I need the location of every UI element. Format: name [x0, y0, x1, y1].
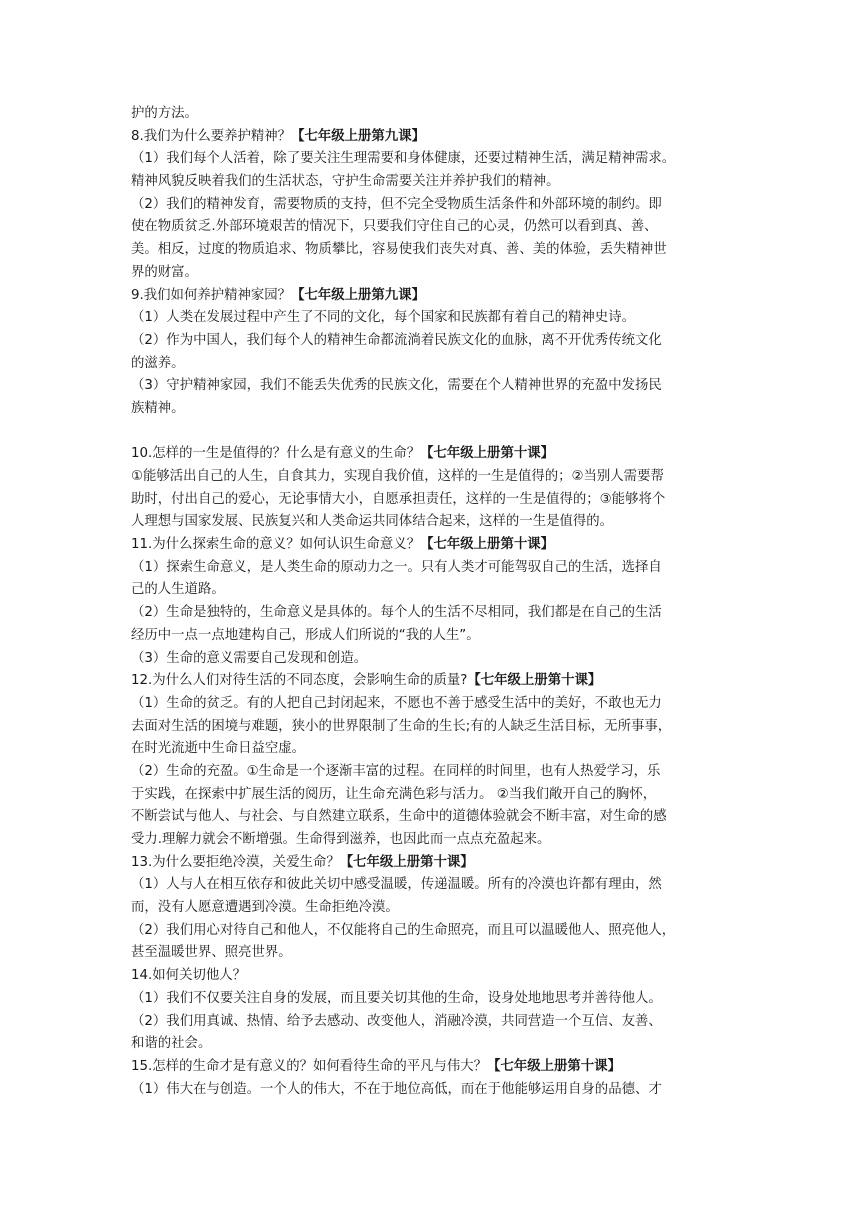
- text-line: 精神风貌反映着我们的生活状态，守护生命需要关注并养护我们的精神。: [131, 174, 560, 190]
- question-text: 10.怎样的一生是值得的？什么是有意义的生命？: [131, 446, 421, 462]
- text-line: 受力.理解力就会不断增强。生命得到滋养，也因此而一点点充盈起来。: [131, 832, 551, 847]
- question-text: 13.为什么要拒绝冷漠，关爱生命？: [131, 854, 340, 870]
- text-line: 护的方法。: [131, 106, 198, 121]
- text-line: （2）我们用心对待自己和他人，不仅能将自己的生命照亮，而且可以温暖他人、照亮他人，: [131, 922, 676, 938]
- text-line: 甚至温暖世界、照亮世界。: [131, 945, 292, 961]
- text-line: （2）生命的充盈。①生命是一个逐渐丰富的过程。在同样的时间里，也有人热爱学习，乐: [131, 763, 661, 779]
- text-line: 不断尝试与他人、与社会、与自然建立联系，生命中的道德体验就会不断丰富，对生命的感: [131, 809, 667, 825]
- text-line: ①能够活出自己的人生，自食其力，实现自我价值，这样的一生是值得的；②当别人需要帮: [131, 469, 664, 484]
- question-heading-11: [131, 534, 731, 557]
- text-line: 美。相反，过度的物质追求、物质攀比，容易使我们丧失对真、善、美的体验，丢失精神世: [131, 242, 667, 258]
- text-line: （3）守护精神家园，我们不能丢失优秀的民族文化，需要在个人精神世界的充盈中发扬民: [131, 378, 662, 394]
- question-heading-14: 14.如何关切他人？: [131, 968, 247, 984]
- text-line: （1）生命的贫乏。有的人把自己封闭起来，不愿也不善于感受生活中的美好，不敢也无力: [131, 695, 662, 711]
- text-line: 去面对生活的困境与难题，狭小的世界限制了生命的生长;有的人缺乏生活目标，无所事事，: [131, 718, 672, 734]
- question-heading-9: [131, 285, 731, 308]
- text-line: （2）作为中国人，我们每个人的精神生命都流淌着民族文化的血脉，离不开优秀传统文化: [131, 332, 662, 348]
- text-line: 助时，付出自己的爱心，无论事情大小，自愿承担责任，这样的一生是值得的；③能够将个: [131, 491, 666, 507]
- text-line: 经历中一点一点地建构自己，形成人们所说的“我的人生”。: [131, 627, 480, 643]
- text-line: （1）探索生命意义，是人类生命的原动力之一。只有人类才可能驾驭自己的生活，选择自: [131, 559, 662, 575]
- text-line: 族精神。: [131, 400, 185, 416]
- lesson-tag: 【七年级上册第九课】: [291, 128, 425, 144]
- question-heading-15: [131, 1056, 731, 1079]
- question-text: 15.怎样的生命才是有意义的？如何看待生命的平凡与伟大？: [131, 1058, 488, 1074]
- text-line: 己的人生道路。: [131, 582, 225, 598]
- question-text: 9.我们如何养护精神家园？: [131, 287, 292, 303]
- lesson-tag: 【七年级上册第十课】: [487, 1058, 621, 1074]
- lesson-tag: 【七年级上册第十课】: [339, 854, 474, 870]
- text-line: （1）伟大在与创造。一个人的伟大，不在于地位高低，而在于他能够运用自身的品德、才: [131, 1081, 662, 1097]
- text-line: 使在物质贫乏.外部环境艰苦的情况下，只要我们守住自己的心灵，仍然可以看到真、善、: [131, 219, 658, 235]
- text-line: （2）我们用真诚、热情、给予去感动、改变他人，消融冷漠，共同营造一个互信、友善、: [131, 1013, 662, 1029]
- lesson-tag: 【七年级上册第十课】: [467, 673, 602, 689]
- question-heading-10: [131, 443, 731, 466]
- text-line: （1）人与人在相互依存和彼此关切中感受温暖，传递温暖。所有的冷漠也许都有理由，然: [131, 877, 662, 893]
- question-text: 12.为什么人们对待生活的不同态度，会影响生命的质量?: [131, 673, 468, 689]
- text-line: 人理想与国家发展、民族复兴和人类命运共同体结合起来，这样的一生是值得的。: [131, 514, 614, 530]
- text-line: （2）我们的精神发育，需要物质的支持，但不完全受物质生活条件和外部环境的制约。即: [131, 196, 662, 212]
- text-line: 的滋养。: [131, 355, 185, 371]
- text-line: （2）生命是独特的，生命意义是具体的。每个人的生活不尽相同，我们都是在自己的生活: [131, 605, 662, 621]
- text-line: （3）生命的意义需要自己发现和创造。: [131, 650, 368, 666]
- question-text: 11.为什么探索生命的意义？如何认识生命意义？: [131, 537, 421, 553]
- text-line: 和谐的社会。: [131, 1036, 212, 1052]
- text-line: （1）我们每个人活着，除了要关注生理需要和身体健康，还要过精神生活，满足精神需求。: [131, 151, 676, 167]
- blank-line: [131, 421, 731, 444]
- text-line: 界的财富。: [131, 264, 198, 280]
- lesson-tag: 【七年级上册第十课】: [420, 446, 555, 462]
- question-heading-8: [131, 126, 731, 149]
- question-text: 8.我们为什么要养护精神？: [131, 128, 292, 144]
- text-line: （1）人类在发展过程中产生了不同的文化，每个国家和民族都有着自己的精神史诗。: [131, 310, 635, 326]
- text-line: 而，没有人愿意遭遇到冷漠。生命拒绝冷漠。: [131, 900, 399, 916]
- text-line: 于实践，在探索中扩展生活的阅历，让生命充满色彩与活力。 ②当我们敞开自己的胸怀，: [131, 786, 657, 802]
- text-line: （1）我们不仅要关注自身的发展，而且要关切其他的生命，设身处地地思考并善待他人。: [131, 990, 662, 1006]
- text-line: 在时光流逝中生命日益空虚。: [131, 741, 306, 757]
- question-heading-13: [131, 852, 731, 875]
- question-heading-12: [131, 670, 731, 693]
- lesson-tag: 【七年级上册第九课】: [291, 287, 425, 303]
- document-text: [131, 103, 731, 1101]
- lesson-tag: 【七年级上册第十课】: [420, 537, 555, 553]
